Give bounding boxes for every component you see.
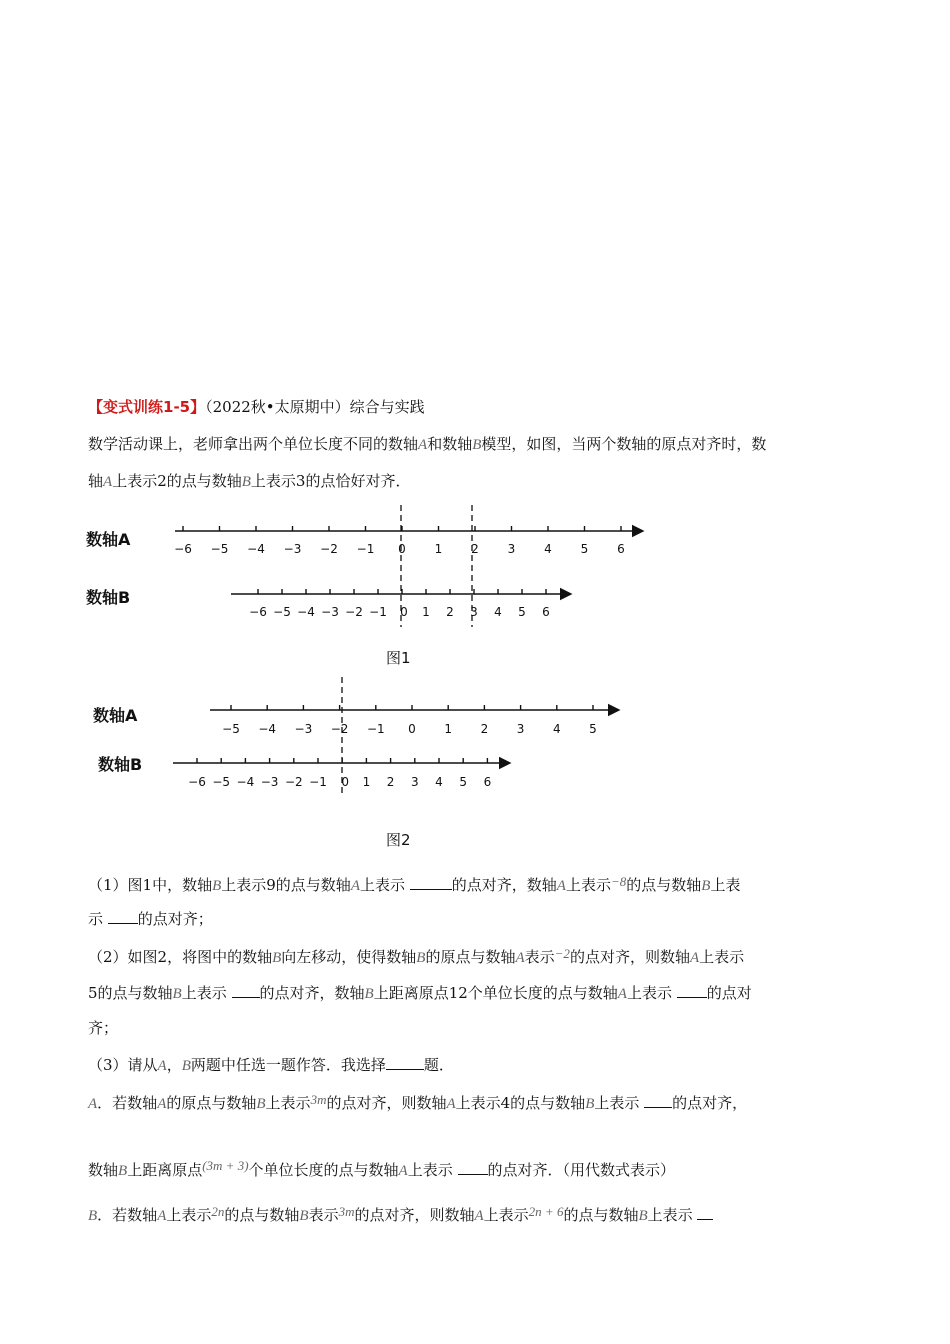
text: 示 bbox=[88, 910, 104, 928]
tick-label: −5 bbox=[212, 775, 231, 789]
text: 轴 bbox=[88, 472, 104, 490]
fig1-axis-b-label: 数轴B bbox=[86, 588, 131, 607]
q2-line-2 bbox=[88, 982, 752, 1004]
var-b: B bbox=[364, 986, 374, 1002]
text: 题． bbox=[423, 1056, 454, 1074]
tick-label: 0 bbox=[400, 605, 408, 619]
var-a: A bbox=[103, 474, 113, 490]
math-2n: 2n bbox=[211, 1204, 225, 1219]
q3-line bbox=[88, 1054, 454, 1076]
tick-label: −3 bbox=[294, 722, 313, 736]
tick-label: 3 bbox=[507, 542, 516, 556]
tick-label: −1 bbox=[366, 722, 385, 736]
tick-label: −3 bbox=[283, 542, 302, 556]
text: 上表示2的点与数轴 bbox=[112, 472, 242, 490]
problem-source: （2022秋•太原期中）综合与实践 bbox=[205, 398, 425, 416]
math-3m: 3m bbox=[338, 1204, 355, 1219]
answer-blank[interactable] bbox=[232, 982, 260, 998]
text: 的点对齐，数轴 bbox=[451, 876, 557, 894]
text: 上表示 bbox=[594, 1094, 640, 1112]
intro-line-2 bbox=[88, 471, 410, 492]
var-a: A bbox=[157, 1208, 167, 1224]
text: 5的点与数轴 bbox=[88, 984, 173, 1002]
var-a: A bbox=[157, 1058, 167, 1074]
answer-blank[interactable] bbox=[677, 982, 707, 998]
text: 的点与数轴 bbox=[563, 1206, 639, 1224]
tick-label: −1 bbox=[309, 775, 327, 789]
tick-label: 2 bbox=[480, 722, 489, 736]
text: 上表 bbox=[710, 876, 741, 894]
answer-blank[interactable] bbox=[410, 874, 452, 890]
text: 的原点与数轴 bbox=[166, 1094, 257, 1112]
text: 数学活动课上，老师拿出两个单位长度不同的数轴 bbox=[88, 435, 419, 453]
text: 数轴 bbox=[88, 1161, 119, 1179]
part-a-line-2 bbox=[88, 1156, 675, 1181]
tick-label: −2 bbox=[284, 775, 303, 789]
tick-label: −1 bbox=[356, 542, 375, 556]
var-a: A bbox=[474, 1208, 484, 1224]
problem-tag: 【变式训练1-5】 bbox=[88, 398, 206, 416]
fig2-caption: 图2 bbox=[386, 831, 411, 849]
var-a: A bbox=[398, 1163, 408, 1179]
tick-label: −2 bbox=[345, 605, 363, 619]
text: 的点对齐，则数轴 bbox=[326, 1094, 447, 1112]
var-b: B bbox=[701, 878, 711, 894]
math-2n-plus-6: 2n + 6 bbox=[528, 1204, 564, 1219]
text: 的点对齐， bbox=[672, 1094, 748, 1112]
tick-label: 5 bbox=[518, 605, 526, 619]
tick-label: 4 bbox=[494, 605, 502, 619]
tick-label: −3 bbox=[321, 605, 339, 619]
var-b: B bbox=[88, 1208, 98, 1224]
text: 模型，如图，当两个数轴的原点对齐时，数 bbox=[481, 435, 767, 453]
var-b: B bbox=[212, 878, 222, 894]
text: ， bbox=[166, 1056, 182, 1074]
tick-label: 6 bbox=[617, 542, 625, 556]
tick-label: 0 bbox=[398, 542, 406, 556]
math-3m: 3m bbox=[310, 1092, 327, 1107]
text: 的点与数轴 bbox=[224, 1206, 300, 1224]
text: 上表示 bbox=[407, 1161, 453, 1179]
math-neg8: −8 bbox=[610, 874, 627, 889]
tick-label: 2 bbox=[446, 605, 454, 619]
var-a: A bbox=[418, 437, 428, 453]
text: 上表示 bbox=[181, 984, 227, 1002]
q1-line-2 bbox=[88, 908, 213, 929]
var-b: B bbox=[585, 1096, 595, 1112]
tick-label: −3 bbox=[260, 775, 279, 789]
text: 的点与数轴 bbox=[626, 876, 702, 894]
tick-label: 4 bbox=[435, 775, 443, 789]
text: （2）如图2，将图中的数轴 bbox=[88, 948, 273, 966]
tick-label: −6 bbox=[188, 775, 206, 789]
tick-label: 5 bbox=[459, 775, 468, 789]
tick-label: 1 bbox=[444, 722, 453, 736]
number-line-figures bbox=[0, 505, 950, 875]
var-a: A bbox=[446, 1096, 456, 1112]
tick-label: −6 bbox=[249, 605, 267, 619]
var-a: A bbox=[556, 878, 566, 894]
text: 个单位长度的点与数轴 bbox=[248, 1161, 399, 1179]
tick-label: 0 bbox=[341, 775, 350, 789]
tick-label: −6 bbox=[174, 542, 192, 556]
text: 的点对 bbox=[706, 984, 752, 1002]
var-b: B bbox=[272, 950, 282, 966]
text: 上距离原点12个单位长度的点与数轴 bbox=[373, 984, 618, 1002]
var-b: B bbox=[416, 950, 426, 966]
text: 上距离原点 bbox=[127, 1161, 203, 1179]
text: 的点对齐，数轴 bbox=[259, 984, 365, 1002]
tick-label: −4 bbox=[258, 722, 277, 736]
text: 表示 bbox=[524, 948, 555, 966]
text: 的点对齐，则数轴 bbox=[354, 1206, 475, 1224]
text: 和数轴 bbox=[427, 435, 473, 453]
tick-label: −2 bbox=[330, 722, 349, 736]
var-a: A bbox=[157, 1096, 167, 1112]
math-3m-plus-3: (3m + 3) bbox=[202, 1158, 249, 1173]
var-b: B bbox=[172, 986, 182, 1002]
tick-label: −2 bbox=[320, 542, 338, 556]
math-neg2: −2 bbox=[554, 946, 570, 961]
answer-blank[interactable] bbox=[108, 908, 138, 924]
tick-label: −5 bbox=[273, 605, 291, 619]
tick-label: −4 bbox=[247, 542, 265, 556]
text: 上表示3的点恰好对齐． bbox=[250, 472, 411, 490]
tick-label: 2 bbox=[471, 542, 479, 556]
var-b: B bbox=[241, 474, 251, 490]
tick-label: 3 bbox=[516, 722, 525, 736]
tick-label: 4 bbox=[544, 542, 552, 556]
var-a: A bbox=[689, 950, 700, 966]
fig1-caption: 图1 bbox=[386, 649, 411, 667]
var-a: A bbox=[88, 1096, 98, 1112]
text: 表示 bbox=[308, 1206, 339, 1224]
tick-label: 0 bbox=[408, 722, 416, 736]
tick-label: 5 bbox=[580, 542, 589, 556]
text: 上表示 bbox=[699, 948, 745, 966]
q1-line-1 bbox=[88, 872, 740, 896]
tick-label: −5 bbox=[210, 542, 229, 556]
text: 上表示 bbox=[626, 984, 672, 1002]
text: 齐； bbox=[88, 1019, 119, 1037]
var-a: A bbox=[617, 986, 627, 1002]
text: 两题中任选一题作答．我选择 bbox=[190, 1056, 386, 1074]
text: 上表示 bbox=[166, 1206, 212, 1224]
var-a: A bbox=[350, 878, 360, 894]
answer-blank[interactable] bbox=[697, 1204, 713, 1220]
text: 的点对齐，则数轴 bbox=[569, 948, 690, 966]
text: 上表示 bbox=[483, 1206, 529, 1224]
tick-label: 1 bbox=[434, 542, 443, 556]
tick-label: 3 bbox=[410, 775, 419, 789]
tick-label: 4 bbox=[552, 722, 561, 736]
tick-label: 2 bbox=[386, 775, 395, 789]
text: （1）图1中，数轴 bbox=[88, 876, 213, 894]
tick-label: −4 bbox=[297, 605, 315, 619]
var-b: B bbox=[181, 1058, 191, 1074]
answer-blank[interactable] bbox=[458, 1159, 488, 1175]
part-b-line-1 bbox=[88, 1202, 713, 1226]
text: ．若数轴 bbox=[97, 1094, 158, 1112]
tick-label: 3 bbox=[470, 605, 478, 619]
text: 上表示 bbox=[359, 876, 405, 894]
fig2-axis-a-label: 数轴A bbox=[93, 706, 138, 725]
intro-line-1 bbox=[88, 434, 766, 455]
text: 上表示 bbox=[647, 1206, 693, 1224]
var-b: B bbox=[299, 1208, 309, 1224]
var-b: B bbox=[472, 437, 482, 453]
q2-line-3 bbox=[88, 1018, 118, 1038]
tick-label: 6 bbox=[542, 605, 550, 619]
text: ．若数轴 bbox=[97, 1206, 158, 1224]
fig2-axis-b-label: 数轴B bbox=[98, 755, 143, 774]
text: 上表示4的点与数轴 bbox=[455, 1094, 586, 1112]
tick-label: 5 bbox=[589, 722, 597, 736]
text: 的原点与数轴 bbox=[425, 948, 516, 966]
q2-line-1 bbox=[88, 944, 744, 968]
answer-blank[interactable] bbox=[644, 1092, 672, 1108]
var-b: B bbox=[638, 1208, 648, 1224]
part-a-line-1 bbox=[88, 1090, 747, 1114]
var-b: B bbox=[256, 1096, 266, 1112]
text: 的点对齐； bbox=[137, 910, 213, 928]
fig1-axis-a-label: 数轴A bbox=[86, 530, 131, 549]
text: 上表示 bbox=[265, 1094, 311, 1112]
answer-blank[interactable] bbox=[386, 1054, 424, 1070]
var-a: A bbox=[515, 950, 525, 966]
var-b: B bbox=[118, 1163, 128, 1179]
text: （3）请从 bbox=[88, 1056, 158, 1074]
text: 上表示9的点与数轴 bbox=[221, 876, 351, 894]
text: 上表示 bbox=[565, 876, 611, 894]
tick-label: 1 bbox=[362, 775, 371, 789]
problem-header bbox=[88, 397, 425, 417]
tick-label: −1 bbox=[369, 605, 387, 619]
tick-label: 6 bbox=[483, 775, 492, 789]
tick-label: 1 bbox=[422, 605, 430, 619]
text: 的点对齐．（用代数式表示） bbox=[487, 1161, 676, 1179]
text: 向左移动，使得数轴 bbox=[281, 948, 417, 966]
tick-label: −4 bbox=[236, 775, 255, 789]
tick-label: −5 bbox=[222, 722, 240, 736]
